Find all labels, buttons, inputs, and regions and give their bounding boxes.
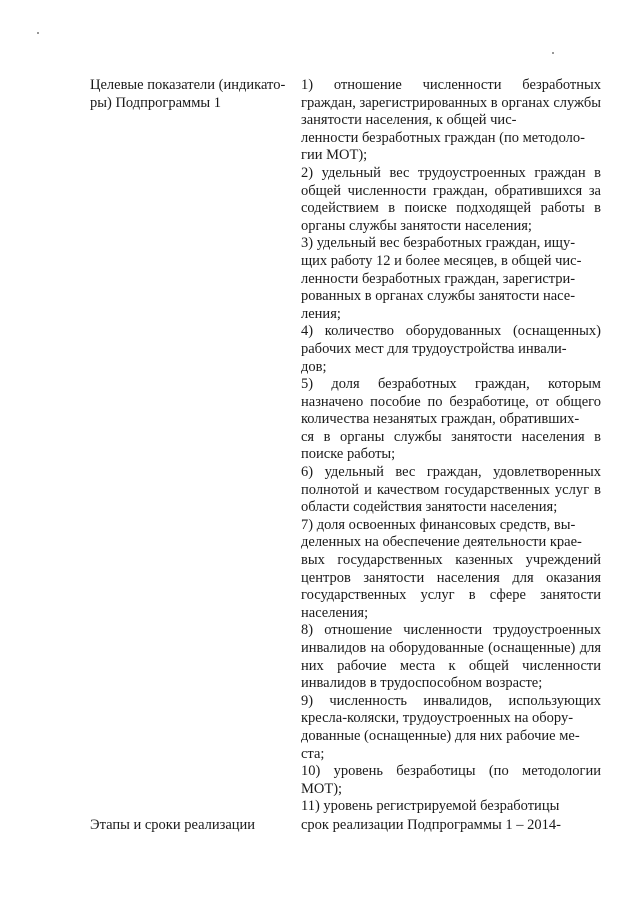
indicator-item: 10) уровень безработицы (по методологии МОТ);	[301, 763, 601, 797]
indicator-item: 3) удельный вес безработных граждан, ищу- щих работу 12 и более месяцев, в общей чис- ленности безработных граждан, зарегистри- рованных в органах службы занятости насе- ления;	[301, 235, 582, 322]
scan-speck	[552, 52, 554, 54]
scan-speck	[37, 32, 39, 34]
indicator-item: 5) доля безработных граждан, которым назначено пособие по безработице, от общего количества незанятых граждан, обративших- ся в органы службы занятости населения в поиске работы;	[301, 376, 601, 463]
indicator-item: 7) доля освоенных финансовых средств, вы- деленных на обеспечение деятельности крае- вых государственных казенных учреждений центров занятости населения для оказания государственных услуг в сфере занятости населения;	[301, 516, 601, 621]
indicator-item: 1) отношение численности безработных граждан, зарегистрированных в органах службы занятости населения, к общей чис- ленности безработных граждан (по методоло- гии МОТ);	[301, 77, 601, 164]
indicator-item: 8) отношение численности трудоустроенных инвалидов на оборудованные (оснащенные) для них рабочие места к общей численности инвалидов в трудоспособном возрасте;	[301, 622, 601, 692]
stages-value: срок реализации Подпрограммы 1 – 2014-	[301, 817, 561, 833]
indicator-item: 6) удельный вес граждан, удовлетворенных полнотой и качеством государственных услуг в области содействия занятости населения;	[301, 464, 601, 516]
indicator-item: 4) количество оборудованных (оснащенных) рабочих мест для трудоустройства инвали- дов;	[301, 323, 601, 375]
indicator-item: 9) численность инвалидов, использующих кресла-коляски, трудоустроенных на обору- дованные (оснащенные) для них рабочие ме- ста;	[301, 692, 601, 762]
indicators-label: Целевые показатели (индикато- ры) Подпрограммы 1	[90, 77, 286, 111]
indicator-item: 11) уровень регистрируемой безработицы	[301, 798, 560, 815]
indicator-item: 2) удельный вес трудоустроенных граждан в общей численности граждан, обратившихся за содействием в поиске подходящей работы в органы службы занятости населения;	[301, 164, 601, 234]
stages-label: Этапы и сроки реализации	[90, 817, 256, 833]
indicators-list	[301, 77, 601, 816]
